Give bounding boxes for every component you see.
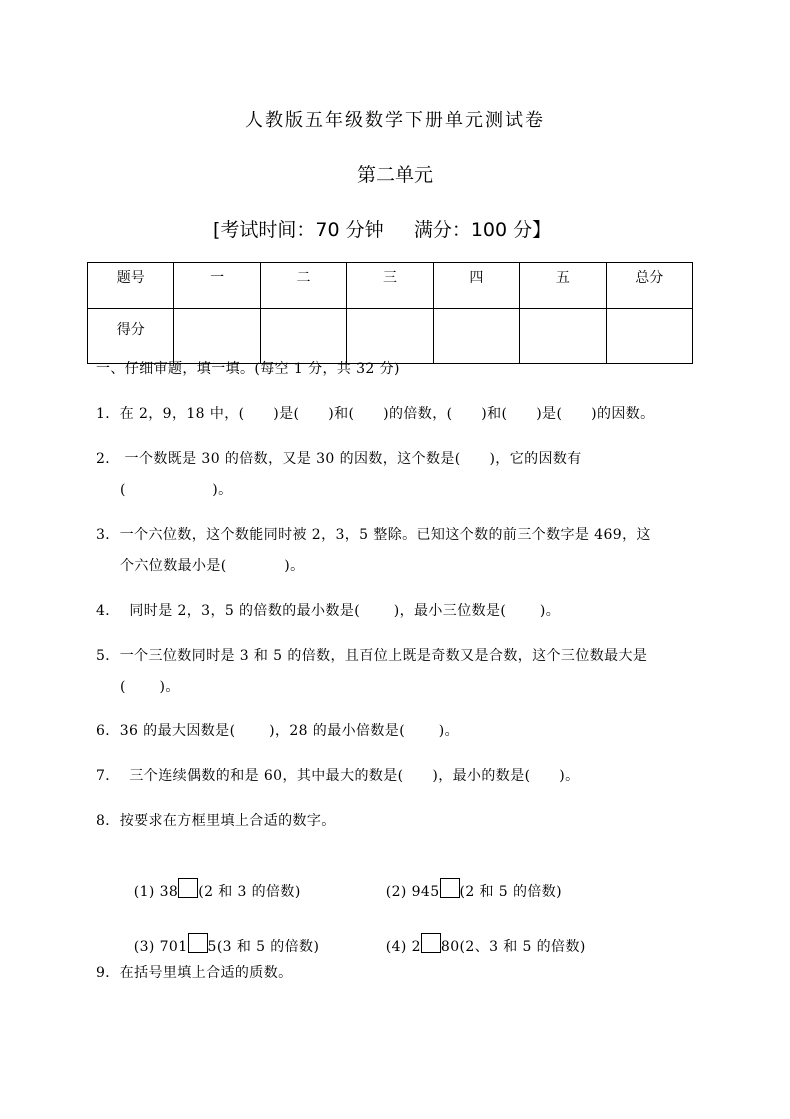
- q8-item-1-suffix: (2 和 3 的倍数): [198, 884, 301, 900]
- question-3: 3．一个六位数，这个数能同时被 2，3，5 整除。已知这个数的前三个数字是 469，这: [96, 527, 651, 543]
- score-header-cell: 四: [433, 263, 519, 309]
- exam-info: [考试时间：70 分钟 满分：100 分】: [213, 219, 552, 241]
- answer-box[interactable]: [440, 878, 460, 898]
- q8-item-3-suffix: 5(3 和 5 的倍数): [207, 939, 320, 955]
- score-table-score-row: [88, 309, 693, 364]
- answer-box[interactable]: [188, 933, 208, 953]
- q8-item-2-prefix: (2) 945: [385, 884, 440, 900]
- question-6: 6．36 的最大因数是( )，28 的最小倍数是( )。: [96, 723, 459, 739]
- question-9: 9．在括号里填上合适的质数。: [96, 965, 293, 981]
- score-header-cell: 三: [347, 263, 433, 309]
- q8-item-1: [124, 862, 301, 901]
- question-2: 2． 一个数既是 30 的倍数，又是 30 的因数，这个数是( )，它的因数有: [96, 451, 582, 467]
- q8-item-2-suffix: (2 和 5 的倍数): [459, 884, 563, 900]
- score-cell[interactable]: [174, 309, 260, 364]
- q8-item-3-prefix: (3) 701: [133, 939, 188, 955]
- q8-item-4: [376, 917, 586, 956]
- score-table: [87, 262, 693, 364]
- question-7: 7． 三个连续偶数的和是 60，其中最大的数是( )，最小的数是( )。: [96, 768, 580, 784]
- score-header-cell: 总分: [606, 263, 692, 309]
- score-header-cell: 二: [260, 263, 346, 309]
- score-header-cell: 一: [174, 263, 260, 309]
- score-cell[interactable]: [520, 309, 606, 364]
- question-4: 4． 同时是 2，3，5 的倍数的最小数是( )，最小三位数是( )。: [96, 603, 561, 619]
- score-table-header-row: [88, 263, 693, 309]
- document-title: 人教版五年级数学下册单元测试卷: [245, 110, 545, 131]
- question-2-cont: ( )。: [120, 482, 233, 498]
- question-1: 1．在 2，9，18 中，( )是( )和( )的倍数，( )和( )是( )的因数。: [96, 406, 655, 422]
- q8-item-4-prefix: (4) 2: [385, 939, 421, 955]
- score-header-cell: 五: [520, 263, 606, 309]
- score-row-label: 得分: [88, 309, 174, 364]
- answer-box[interactable]: [421, 933, 441, 953]
- q8-item-1-prefix: (1) 38: [133, 884, 179, 900]
- question-5-cont: ( )。: [120, 679, 180, 695]
- question-3-cont: 个六位数最小是( )。: [120, 558, 305, 574]
- answer-box[interactable]: [178, 878, 198, 898]
- section-heading: 一、仔细审题，填一填。(每空 1 分，共 32 分): [96, 361, 400, 377]
- score-cell[interactable]: [606, 309, 692, 364]
- question-8: 8．按要求在方框里填上合适的数字。: [96, 813, 336, 829]
- q8-item-3: [124, 917, 319, 956]
- q8-item-4-suffix: 80(2、3 和 5 的倍数): [440, 939, 586, 955]
- score-header-cell: 题号: [88, 263, 174, 309]
- score-cell[interactable]: [347, 309, 433, 364]
- score-cell[interactable]: [260, 309, 346, 364]
- score-cell[interactable]: [433, 309, 519, 364]
- question-5: 5．一个三位数同时是 3 和 5 的倍数，且百位上既是奇数又是合数，这个三位数最大是: [96, 648, 648, 664]
- q8-item-2: [376, 862, 562, 901]
- unit-title: 第二单元: [356, 164, 433, 186]
